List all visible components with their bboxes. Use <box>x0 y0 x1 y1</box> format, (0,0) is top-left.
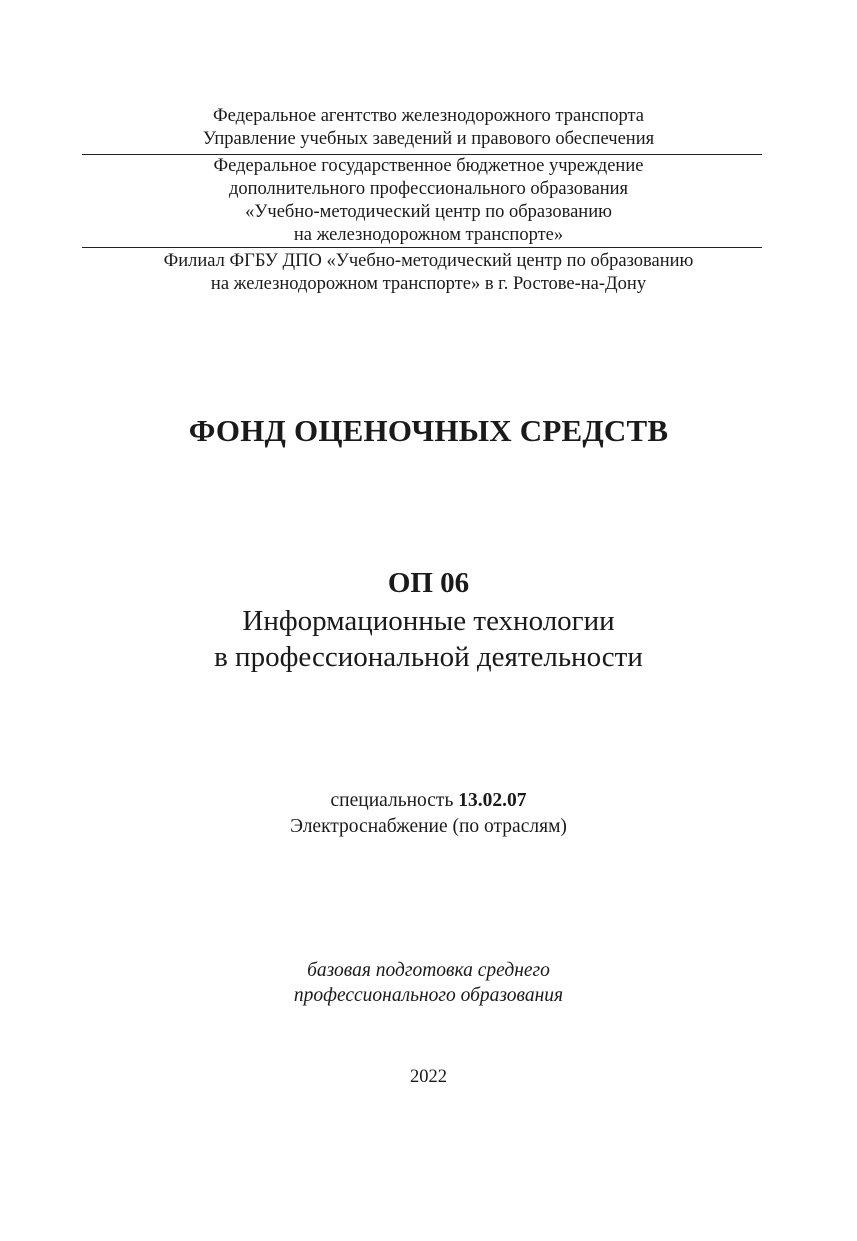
discipline-name-line-1: Информационные технологии <box>242 605 615 637</box>
discipline-name-line-2: в профессиональной деятельности <box>214 641 643 673</box>
specialty-prefix: специальность <box>330 790 454 811</box>
education-level-line-1: базовая подготовка среднего <box>307 960 550 981</box>
header-divider-2 <box>82 247 762 248</box>
education-level-line-2: профессионального образования <box>293 985 564 1006</box>
specialty-line <box>0 789 857 813</box>
header-branch-line-2: на железнодорожном транспорте» в г. Ростове-на-Дону <box>210 274 647 294</box>
document-title: ФОНД ОЦЕНОЧНЫХ СРЕДСТВ <box>188 413 669 448</box>
specialty-code: 13.02.07 <box>458 790 527 811</box>
header-institution-line-4: на железнодорожном транспорте» <box>293 225 564 245</box>
header-agency-line-1: Федеральное агентство железнодорожного транспорта <box>212 106 644 126</box>
publication-year: 2022 <box>410 1067 447 1087</box>
header-agency-line-2: Управление учебных заведений и правового обеспечения <box>202 129 655 149</box>
specialty-name: Электроснабжение (по отраслям) <box>290 816 567 837</box>
header-institution-line-1: Федеральное государственное бюджетное учреждение <box>213 156 644 176</box>
header-institution-line-3: «Учебно-методический центр по образованию <box>245 202 612 222</box>
header-branch-line-1: Филиал ФГБУ ДПО «Учебно-методический центр по образованию <box>163 251 694 271</box>
header-institution-line-2: дополнительного профессионального образования <box>228 179 629 199</box>
discipline-code: ОП 06 <box>387 567 470 599</box>
